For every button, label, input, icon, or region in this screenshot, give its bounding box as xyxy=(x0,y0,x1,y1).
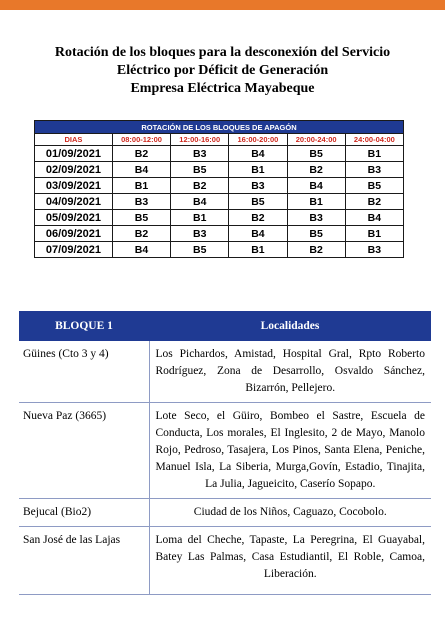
block-cell: B4 xyxy=(112,242,170,258)
block-cell: B5 xyxy=(287,146,345,162)
title-line-3: Empresa Eléctrica Mayabeque xyxy=(130,81,315,96)
block-cell: B5 xyxy=(112,210,170,226)
block-cell: B1 xyxy=(229,242,287,258)
date-cell: 05/09/2021 xyxy=(35,210,113,226)
block-cell: B2 xyxy=(112,226,170,242)
header-time-slot: 20:00-24:00 xyxy=(287,134,345,146)
circuit-name: Nueva Paz (3665) xyxy=(19,403,149,499)
block-cell: B1 xyxy=(229,162,287,178)
header-dias: DIAS xyxy=(35,134,113,146)
header-time-slot: 16:00-20:00 xyxy=(229,134,287,146)
document-title xyxy=(20,44,425,98)
block-cell: B3 xyxy=(171,226,229,242)
block-cell: B3 xyxy=(112,194,170,210)
table-row xyxy=(35,146,404,162)
block-cell: B5 xyxy=(229,194,287,210)
block-cell: B2 xyxy=(345,194,403,210)
block-cell: B3 xyxy=(287,210,345,226)
block-cell: B4 xyxy=(112,162,170,178)
block-cell: B4 xyxy=(287,178,345,194)
block-cell: B5 xyxy=(345,178,403,194)
block-cell: B1 xyxy=(345,226,403,242)
table-row xyxy=(19,403,431,499)
table-row xyxy=(35,226,404,242)
block-column-header: BLOQUE 1 xyxy=(19,311,149,341)
block-cell: B1 xyxy=(171,210,229,226)
circuit-name: Güines (Cto 3 y 4) xyxy=(19,341,149,403)
header-time-slot: 12:00-16:00 xyxy=(171,134,229,146)
block-cell: B3 xyxy=(171,146,229,162)
block-cell: B3 xyxy=(345,162,403,178)
header-time-slot: 24:00-04:00 xyxy=(345,134,403,146)
top-accent-bar xyxy=(0,0,445,10)
block-cell: B5 xyxy=(171,242,229,258)
table-row xyxy=(19,341,431,403)
table-row xyxy=(19,527,431,595)
date-cell: 04/09/2021 xyxy=(35,194,113,210)
date-cell: 06/09/2021 xyxy=(35,226,113,242)
places-list: Loma del Cheche, Tapaste, La Peregrina, El Guayabal, Batey Las Palmas, Casa Estudiantil, El Roble, Camoa, Liberación. xyxy=(149,527,431,595)
circuit-name: San José de las Lajas xyxy=(19,527,149,595)
places-list: Lote Seco, el Güiro, Bombeo el Sastre, Escuela de Conducta, Los morales, El Inglesito, 2 de Mayo, Manolo Rojo, Pedroso, Tasajera, Los Pinos, Santa Elena, Peniche, Manuel Isla, La Siberia, Murga,Govín, Estadio, Tinajita, La Julia, Jagueicito, Caserío Sopapo. xyxy=(149,403,431,499)
block-cell: B4 xyxy=(229,146,287,162)
block-cell: B1 xyxy=(345,146,403,162)
block-cell: B1 xyxy=(112,178,170,194)
localidades-table xyxy=(19,311,431,595)
block-cell: B2 xyxy=(229,210,287,226)
table-row xyxy=(35,178,404,194)
block-cell: B2 xyxy=(287,242,345,258)
date-cell: 07/09/2021 xyxy=(35,242,113,258)
places-list: Ciudad de los Niños, Caguazo, Cocobolo. xyxy=(149,499,431,527)
table-row xyxy=(19,499,431,527)
block-cell: B1 xyxy=(287,194,345,210)
block-cell: B3 xyxy=(345,242,403,258)
block-cell: B2 xyxy=(112,146,170,162)
schedule-table xyxy=(34,120,404,258)
title-line-2: Eléctrico por Déficit de Generación xyxy=(116,63,329,78)
block-cell: B3 xyxy=(229,178,287,194)
block-cell: B2 xyxy=(171,178,229,194)
block-cell: B5 xyxy=(287,226,345,242)
header-time-slot: 08:00-12:00 xyxy=(112,134,170,146)
schedule-caption: ROTACIÓN DE LOS BLOQUES DE APAGÓN xyxy=(35,121,404,134)
title-line-1: Rotación de los bloques para la desconexión del Servicio xyxy=(54,45,391,60)
date-cell: 01/09/2021 xyxy=(35,146,113,162)
block-cell: B4 xyxy=(171,194,229,210)
block-cell: B4 xyxy=(345,210,403,226)
block-cell: B2 xyxy=(287,162,345,178)
circuit-name: Bejucal (Bio2) xyxy=(19,499,149,527)
table-row xyxy=(35,162,404,178)
date-cell: 03/09/2021 xyxy=(35,178,113,194)
table-row xyxy=(35,194,404,210)
table-row xyxy=(35,210,404,226)
localidades-column-header: Localidades xyxy=(149,311,431,341)
block-cell: B4 xyxy=(229,226,287,242)
block-cell: B5 xyxy=(171,162,229,178)
date-cell: 02/09/2021 xyxy=(35,162,113,178)
schedule-header-row xyxy=(35,134,404,146)
table-row xyxy=(35,242,404,258)
places-list: Los Pichardos, Amistad, Hospital Gral, Rpto Roberto Rodríguez, Zona de Desarrollo, Osvaldo Sánchez, Bizarrón, Pellejero. xyxy=(149,341,431,403)
